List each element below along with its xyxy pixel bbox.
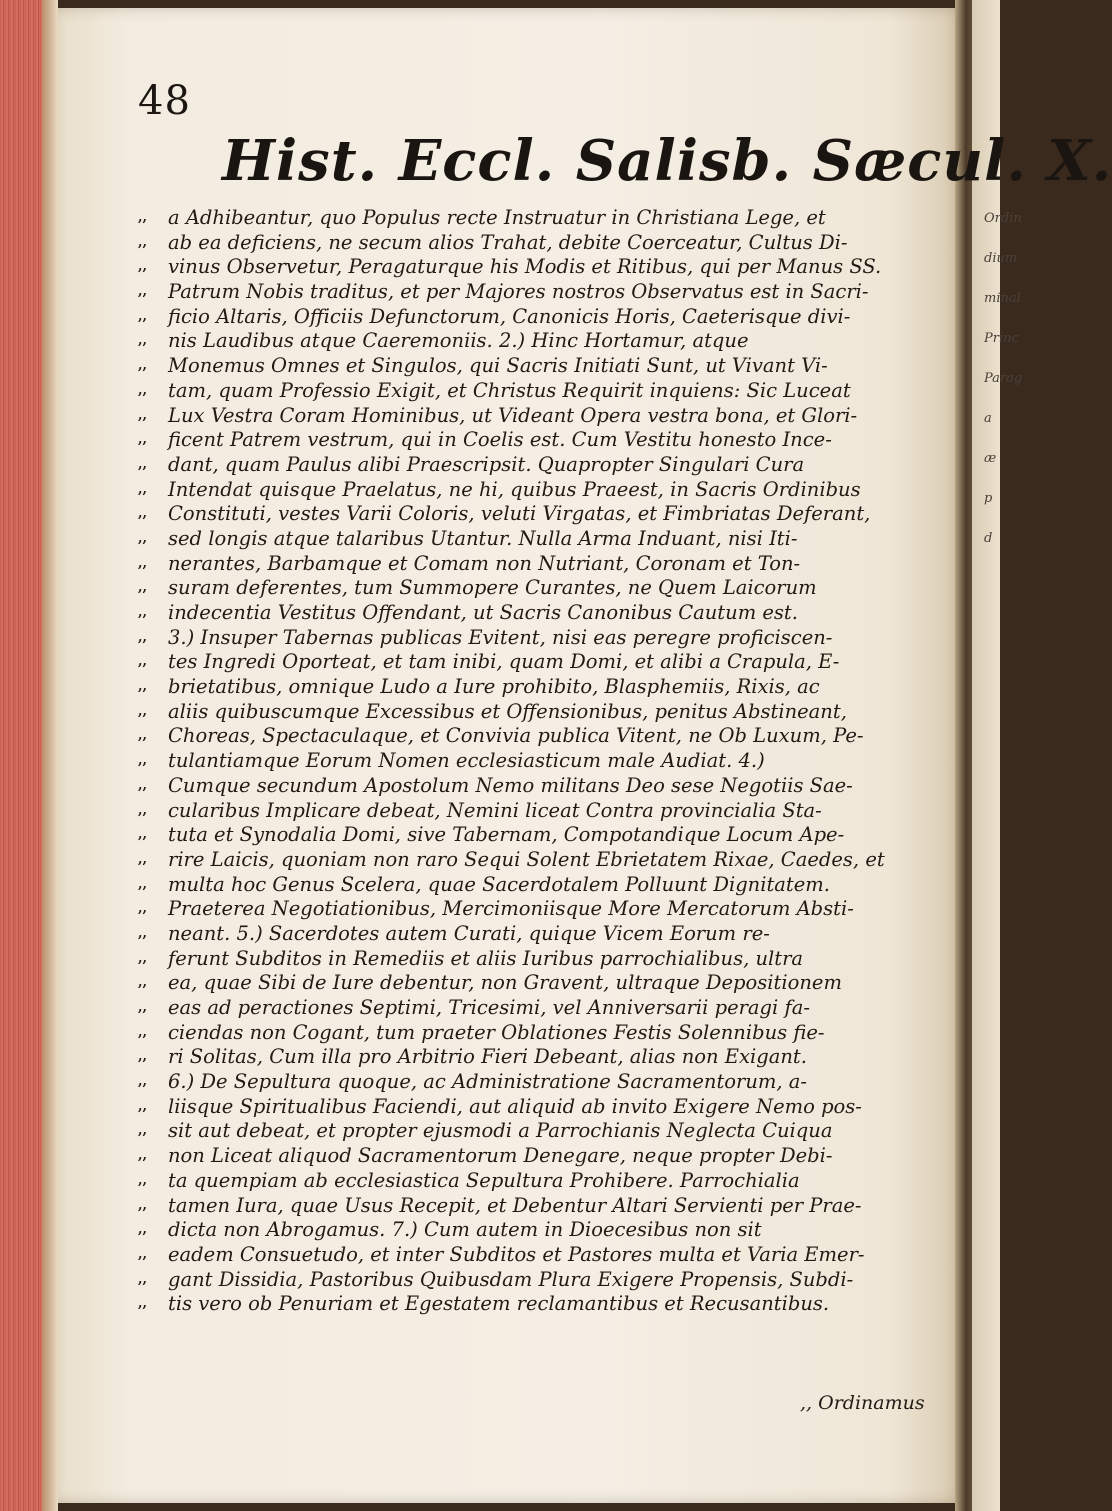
line-text: aliis quibuscumque Excessibus et Offensionibus, penitus Abstineant, (168, 699, 847, 723)
text-line (138, 379, 958, 404)
page-edge-shadow (42, 0, 58, 1511)
text-line (138, 206, 958, 231)
quote-mark: ,, (138, 210, 148, 225)
quote-mark: ,, (138, 1148, 148, 1164)
text-line (138, 453, 958, 478)
line-text: Constituti, vestes Varii Coloris, veluti Virgatas, et Fimbriatas Deferant, (168, 502, 871, 526)
text-line (138, 873, 958, 898)
line-text: nis Laudibus atque Caeremoniis. 2.) Hinc Hortamur, atque (168, 329, 749, 353)
line-text: liisque Spiritualibus Faciendi, aut aliquid ab invito Exigere Nemo pos- (168, 1094, 862, 1118)
quote-mark: ,, (138, 1296, 148, 1312)
quote-mark: ,, (138, 1197, 148, 1213)
quote-mark: ,, (138, 1024, 148, 1040)
line-text: tam, quam Professio Exigit, et Christus Requirit inquiens: Sic Luceat (168, 378, 851, 402)
quote-mark: ,, (138, 925, 148, 941)
text-line (138, 799, 958, 824)
text-line (138, 576, 958, 601)
text-line (138, 280, 958, 305)
line-text: Lux Vestra Coram Hominibus, ut Videant Opera vestra bona, et Glori- (168, 403, 858, 427)
text-line (138, 1218, 958, 1243)
line-text: gant Dissidia, Pastoribus Quibusdam Plura Exigere Propensis, Subdi- (168, 1267, 854, 1291)
line-text: tes Ingredi Oporteat, et tam inibi, quam Domi, et alibi a Crapula, E- (168, 650, 840, 674)
facing-page (972, 0, 1023, 1511)
text-line (138, 650, 958, 675)
quote-mark: ,, (138, 629, 148, 645)
line-text: non Liceat aliquod Sacramentorum Denegare, neque propter Debi- (168, 1144, 833, 1168)
line-text: sit aut debeat, et propter ejusmodi a Parrochianis Neglecta Cuiqua (168, 1119, 833, 1143)
facing-page-fragment: æ (984, 451, 997, 466)
line-text: dant, quam Paulus alibi Praescripsit. Quapropter Singulari Cura (168, 452, 805, 476)
quote-mark: ,, (138, 802, 148, 818)
facing-page-fragment: Ordin (984, 211, 1022, 226)
quote-mark: ,, (138, 777, 148, 793)
text-line (138, 231, 958, 256)
quote-mark: ,, (138, 827, 148, 843)
line-text: ab ea deficiens, ne secum alios Trahat, debite Coerceatur, Cultus Di- (168, 230, 848, 254)
text-line (138, 922, 958, 947)
text-line (138, 774, 958, 799)
quote-mark: ,, (138, 432, 148, 448)
text-line (138, 1070, 958, 1095)
quote-mark: ,, (138, 333, 148, 349)
text-line (138, 700, 958, 725)
text-line (138, 354, 958, 379)
text-line (138, 724, 958, 749)
line-text: ta quempiam ab ecclesiastica Sepultura Prohibere. Parrochialia (168, 1168, 800, 1192)
quote-mark: ,, (138, 481, 148, 497)
text-line (138, 1119, 958, 1144)
line-text: indecentia Vestitus Offendant, ut Sacris Canonibus Cautum est. (168, 601, 798, 624)
quote-mark: ,, (138, 580, 148, 596)
line-text: ficent Patrem vestrum, qui in Coelis est. Cum Vestitu honesto Ince- (168, 428, 832, 452)
running-head: Hist. Eccl. Salisb. Sæcul. X. (222, 128, 1112, 194)
line-text: Monemus Omnes et Singulos, qui Sacris Initiati Sunt, ut Vivant Vi- (168, 354, 828, 378)
text-line (138, 823, 958, 848)
text-line (138, 502, 958, 527)
line-text: tuta et Synodalia Domi, sive Tabernam, Compotandique Locum Ape- (168, 823, 845, 847)
line-text: rire Laicis, quoniam non raro Sequi Solent Ebrietatem Rixae, Caedes, et (168, 847, 885, 871)
quote-mark: ,, (138, 703, 148, 719)
text-line (138, 897, 958, 922)
quote-mark: ,, (138, 728, 148, 744)
manuscript-text (138, 206, 958, 1317)
text-line (138, 996, 958, 1021)
quote-mark: ,, (138, 605, 148, 620)
quote-mark: ,, (138, 308, 148, 324)
quote-mark: ,, (138, 506, 148, 522)
line-text: Choreas, Spectaculaque, et Convivia publica Vitent, ne Ob Luxum, Pe- (168, 724, 864, 748)
text-line (138, 1268, 958, 1293)
quote-mark: ,, (138, 555, 148, 571)
quote-mark: ,, (138, 407, 148, 423)
line-text: nerantes, Barbamque et Comam non Nutriant, Coronam et Ton- (168, 551, 801, 575)
line-text: brietatibus, omnique Ludo a Iure prohibito, Blasphemiis, Rixis, ac (168, 675, 820, 699)
text-line (138, 848, 958, 873)
line-text: Praeterea Negotiationibus, Mercimoniisque More Mercatorum Absti- (168, 897, 854, 921)
facing-page-fragment: a (984, 411, 992, 426)
text-line (138, 305, 958, 330)
quote-mark: ,, (138, 382, 148, 398)
facing-page-fragment: Parag (984, 371, 1023, 386)
line-text: ciendas non Cogant, tum praeter Oblationes Festis Solennibus fie- (168, 1020, 825, 1044)
quote-mark: ,, (138, 1222, 148, 1238)
text-line (138, 1292, 958, 1317)
quote-mark: ,, (138, 284, 148, 300)
text-line (138, 255, 958, 280)
facing-page-fragment: Princ (984, 331, 1019, 346)
text-line (138, 527, 958, 552)
catchword: ,, Ordinamus (800, 1392, 925, 1414)
facing-page-fragment: minal (984, 291, 1021, 306)
quote-mark: ,, (138, 1000, 148, 1015)
text-line (138, 1194, 958, 1219)
line-text: multa hoc Genus Scelera, quae Sacerdotalem Polluunt Dignitatem. (168, 872, 831, 896)
quote-mark: ,, (138, 950, 148, 966)
text-line (138, 749, 958, 774)
quote-mark: ,, (138, 851, 148, 867)
page-number: 48 (138, 78, 191, 124)
text-line (138, 601, 958, 626)
text-line (138, 1045, 958, 1070)
quote-mark: ,, (138, 259, 148, 275)
quote-mark: ,, (138, 901, 148, 917)
text-line (138, 1169, 958, 1194)
line-text: tulantiamque Eorum Nomen ecclesiasticum male Audiat. 4.) (168, 749, 765, 773)
line-text: Intendat quisque Praelatus, ne hi, quibus Praeest, in Sacris Ordinibus (168, 477, 861, 501)
line-text: suram deferentes, tum Summopere Curantes, ne Quem Laicorum (168, 576, 817, 600)
line-text: dicta non Abrogamus. 7.) Cum autem in Dioecesibus non sit (168, 1218, 762, 1242)
quote-mark: ,, (138, 1098, 148, 1114)
quote-mark: ,, (138, 1049, 148, 1065)
facing-page-fragment: d (984, 531, 993, 546)
book-page-edge (0, 0, 42, 1511)
quote-mark: ,, (138, 876, 148, 892)
quote-mark: ,, (138, 530, 148, 546)
text-line (138, 675, 958, 700)
line-text: Patrum Nobis traditus, et per Majores nostros Observatus est in Sacri- (168, 280, 869, 304)
quote-mark: ,, (138, 1123, 148, 1139)
line-text: neant. 5.) Sacerdotes autem Curati, quique Vicem Eorum re- (168, 921, 770, 945)
text-line (138, 478, 958, 503)
line-text: ficio Altaris, Officiis Defunctorum, Canonicis Horis, Caeterisque divi- (168, 304, 851, 328)
facing-page-fragment: p (984, 491, 993, 506)
quote-mark: ,, (138, 456, 148, 472)
quote-mark: ,, (138, 654, 148, 670)
line-text: eas ad peractiones Septimi, Tricesimi, vel Anniversarii peragi fa- (168, 996, 810, 1019)
text-line (138, 1095, 958, 1120)
line-text: vinus Observetur, Peragaturque his Modis et Ritibus, qui per Manus SS. (168, 255, 882, 279)
quote-mark: ,, (138, 975, 148, 991)
text-line (138, 1243, 958, 1268)
quote-mark: ,, (138, 1246, 148, 1262)
line-text: eadem Consuetudo, et inter Subditos et Pastores multa et Varia Emer- (168, 1242, 865, 1266)
quote-mark: ,, (138, 1271, 148, 1287)
text-line (138, 1144, 958, 1169)
line-text: sed longis atque talaribus Utantur. Nulla Arma Induant, nisi Iti- (168, 526, 798, 550)
text-line (138, 428, 958, 453)
line-text: tamen Iura, quae Usus Recepit, et Debentur Altari Servienti per Prae- (168, 1193, 862, 1217)
text-line (138, 1021, 958, 1046)
text-line (138, 552, 958, 577)
text-line (138, 626, 958, 651)
text-line (138, 971, 958, 996)
line-text: cularibus Implicare debeat, Nemini liceat Contra provincialia Sta- (168, 798, 822, 822)
line-text: ferunt Subditos in Remediis et aliis Iuribus parrochialibus, ultra (168, 946, 804, 970)
line-text: 6.) De Sepultura quoque, ac Administratione Sacramentorum, a- (168, 1070, 807, 1094)
quote-mark: ,, (138, 234, 148, 250)
quote-mark: ,, (138, 679, 148, 695)
quote-mark: ,, (138, 358, 148, 374)
line-text: a Adhibeantur, quo Populus recte Instruatur in Christiana Lege, et (168, 206, 826, 229)
line-text: ri Solitas, Cum illa pro Arbitrio Fieri Debeant, alias non Exigant. (168, 1045, 807, 1069)
quote-mark: ,, (138, 1074, 148, 1090)
text-line (138, 329, 958, 354)
line-text: Cumque secundum Apostolum Nemo militans Deo sese Negotiis Sae- (168, 773, 853, 797)
line-text: ea, quae Sibi de Iure debentur, non Gravent, ultraque Depositionem (168, 971, 842, 995)
quote-mark: ,, (138, 1172, 148, 1188)
quote-mark: ,, (138, 753, 148, 769)
line-text: tis vero ob Penuriam et Egestatem reclamantibus et Recusantibus. (168, 1292, 830, 1316)
line-text: 3.) Insuper Tabernas publicas Evitent, nisi eas peregre proficiscen- (168, 625, 833, 649)
text-line (138, 404, 958, 429)
facing-page-fragment: dium (984, 251, 1018, 266)
text-line (138, 947, 958, 972)
